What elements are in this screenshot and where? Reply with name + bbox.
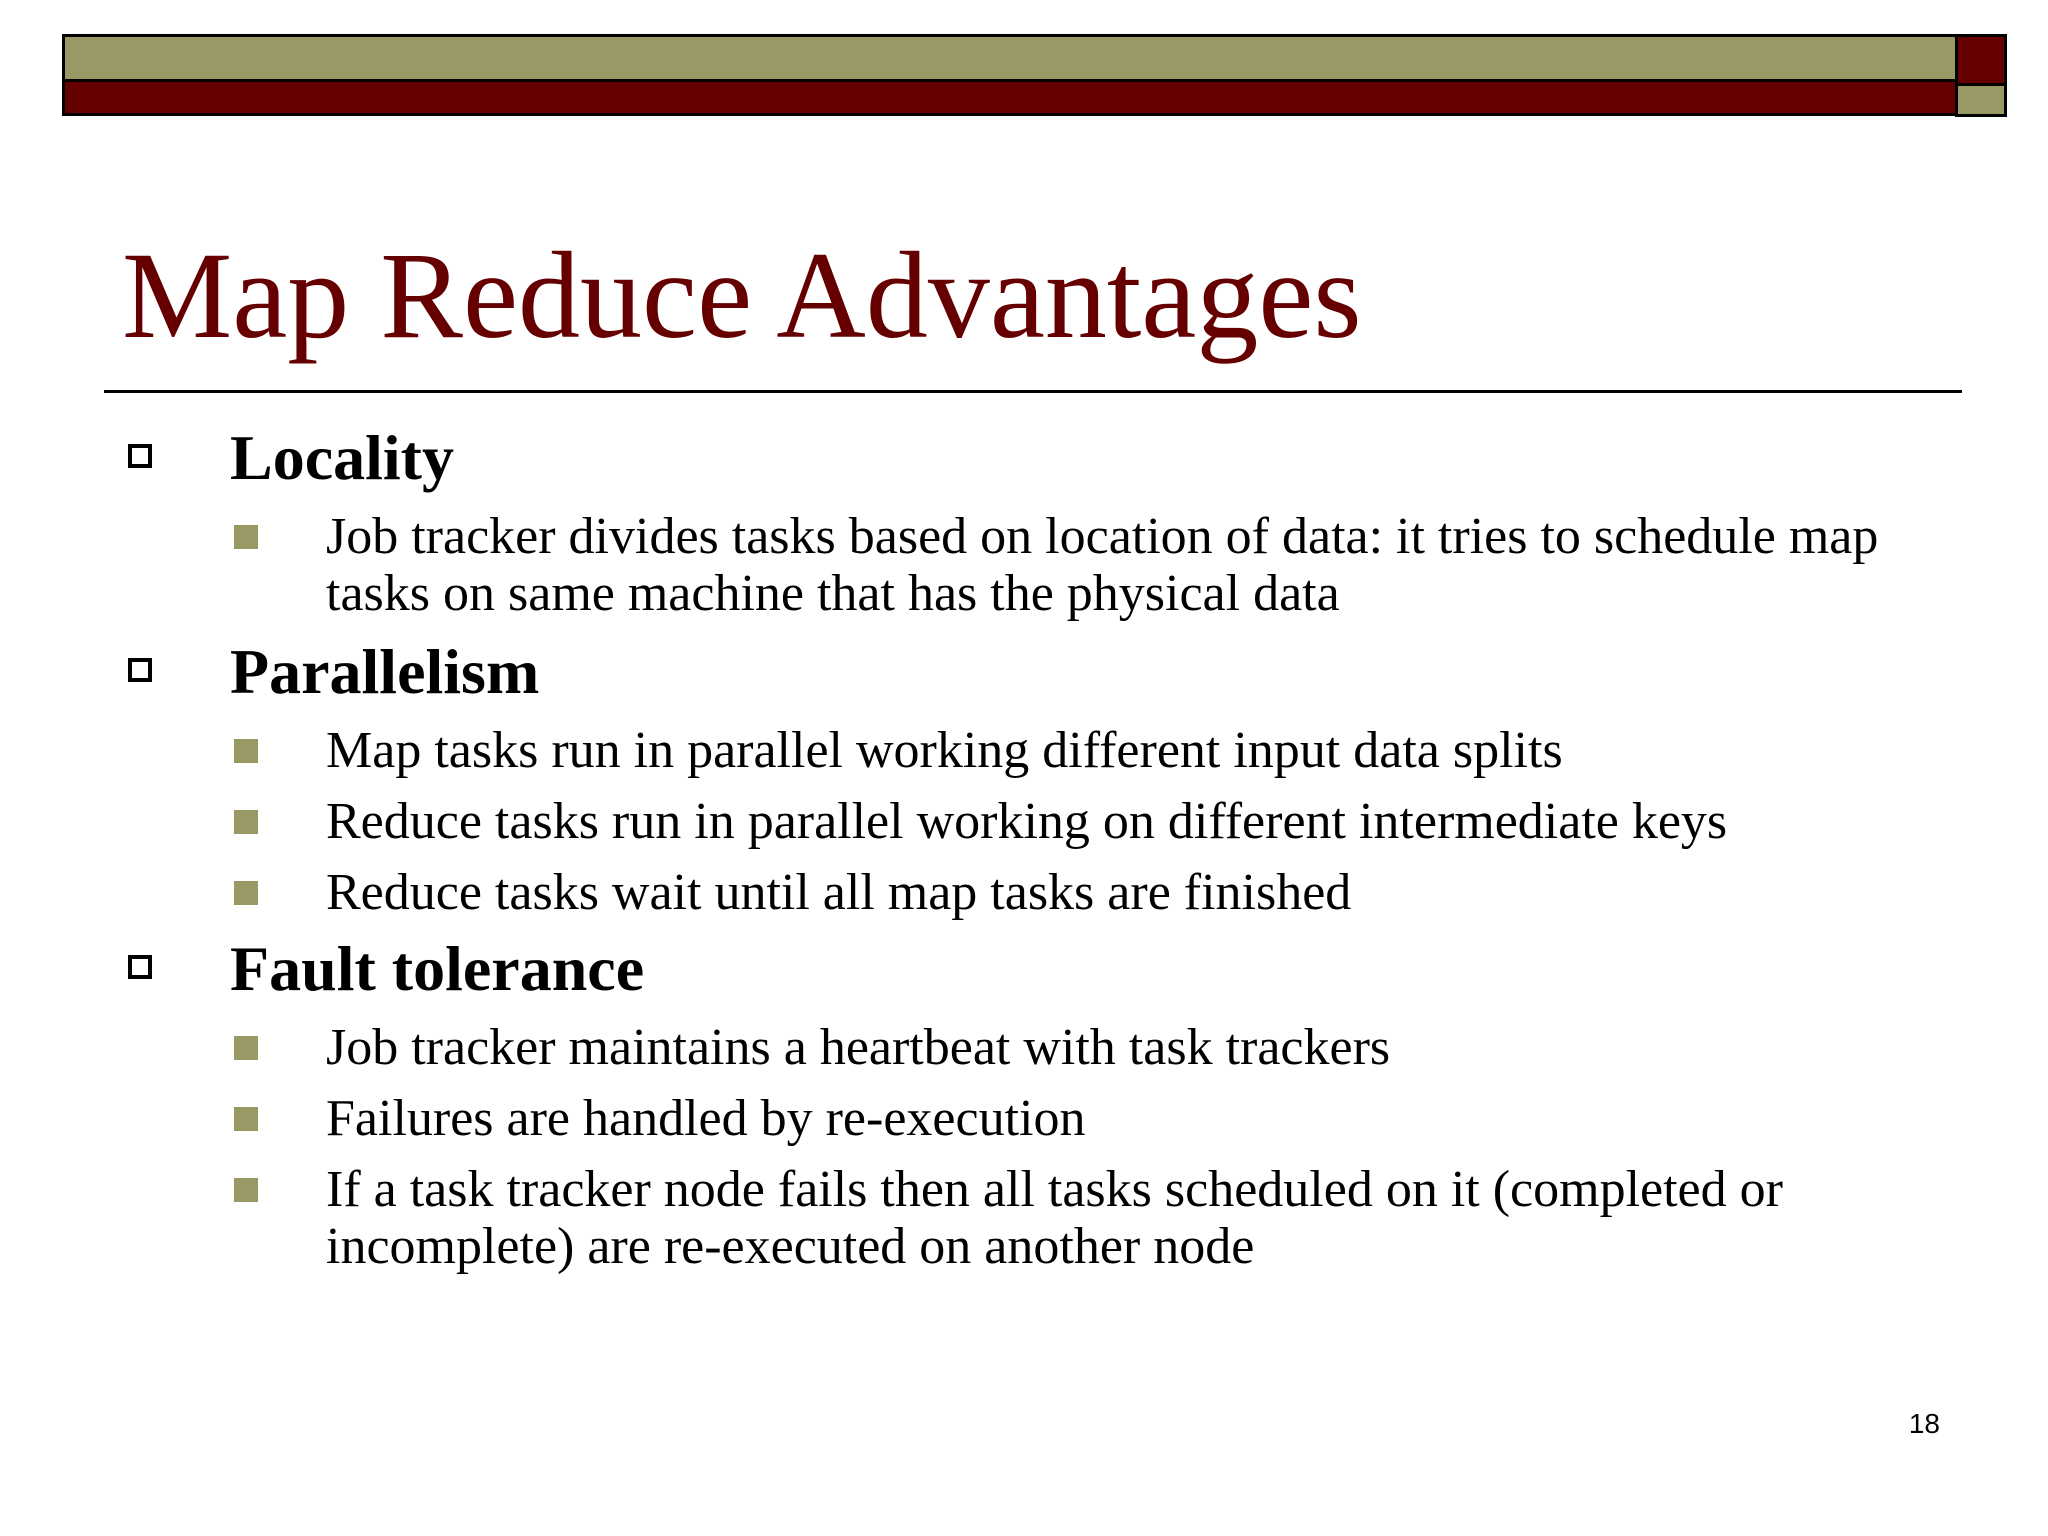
- section-heading: Locality: [230, 422, 454, 493]
- square-bullet-icon: [234, 525, 258, 549]
- hollow-square-bullet-icon: [128, 955, 152, 979]
- square-bullet-icon: [234, 810, 258, 834]
- bullet-text: Job tracker divides tasks based on location of data: it tries to schedule map tasks on same machine that has the physical data: [326, 508, 1879, 622]
- hollow-square-bullet-icon: [128, 658, 152, 682]
- bullet-text: Reduce tasks wait until all map tasks are finished: [326, 864, 1352, 921]
- square-bullet-icon: [234, 1107, 258, 1131]
- square-bullet-icon: [234, 1036, 258, 1060]
- bullet-text: Map tasks run in parallel working different input data splits: [326, 722, 1563, 779]
- page-number: 18: [1908, 1408, 1940, 1439]
- bullet-text: If a task tracker node fails then all tasks scheduled on it (completed or incomplete) are re-executed on another node: [326, 1161, 1783, 1275]
- square-bullet-icon: [234, 739, 258, 763]
- bullet-text: Reduce tasks run in parallel working on different intermediate keys: [326, 793, 1728, 850]
- bullet-text: Failures are handled by re-execution: [326, 1090, 1086, 1147]
- hollow-square-bullet-icon: [128, 444, 152, 468]
- slide-title: Map Reduce Advantages: [122, 227, 1362, 364]
- square-bullet-icon: [234, 881, 258, 905]
- section-heading: Fault tolerance: [230, 933, 645, 1004]
- square-bullet-icon: [234, 1178, 258, 1202]
- bullet-text: Job tracker maintains a heartbeat with task trackers: [326, 1019, 1391, 1076]
- section-heading: Parallelism: [230, 636, 540, 707]
